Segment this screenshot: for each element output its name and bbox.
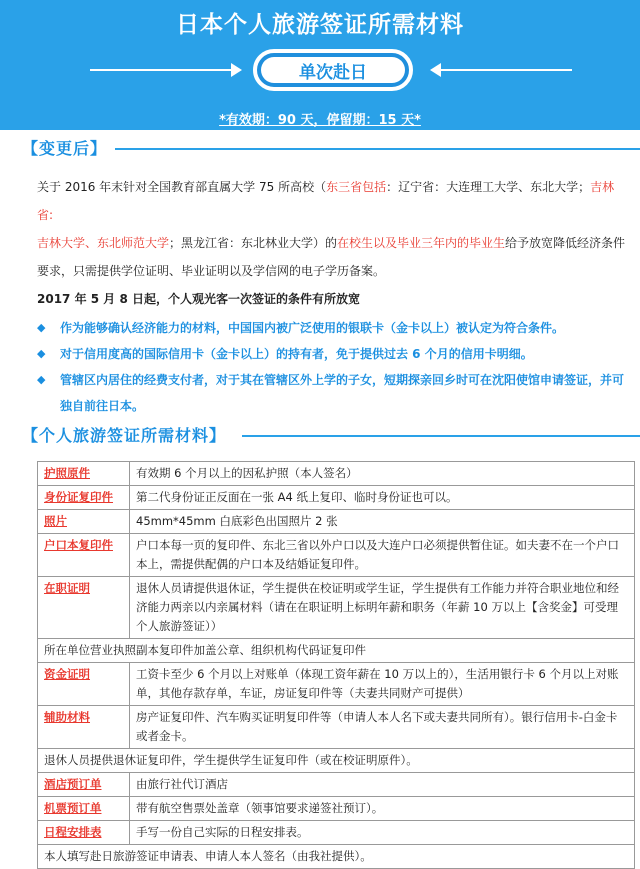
changes-section-header <box>0 136 640 162</box>
diamond-icon: ◆ <box>37 373 46 386</box>
page-title: 日本个人旅游签证所需材料 <box>176 12 464 38</box>
changes-heading: 【变更后】 <box>22 139 108 158</box>
table-row <box>38 706 635 749</box>
paragraph-line: 要求，只需提供学位证明、毕业证明以及学信网的电子学历备案。 <box>37 264 386 278</box>
table-cell-value: 由旅行社代订酒店 <box>130 773 635 797</box>
section-divider <box>115 148 640 150</box>
table-cell-key: 在职证明 <box>38 577 130 639</box>
diamond-icon: ◆ <box>37 321 46 334</box>
section-divider <box>242 435 640 437</box>
list-item: ◆ 对于信用度高的国际信用卡（金卡以上）的持有者，免于提供过去 6 个月的信用卡明细。 <box>37 341 632 367</box>
validity-text: *有效期：90 天，停留期：15 天* <box>219 113 421 128</box>
table-row <box>38 462 635 486</box>
table-row <box>38 577 635 639</box>
table-cell-key: 日程安排表 <box>38 821 130 845</box>
table-cell-key: 机票预订单 <box>38 797 130 821</box>
table-row <box>38 510 635 534</box>
table-row <box>38 486 635 510</box>
arrow-right-icon <box>90 69 240 71</box>
requirements-table <box>37 461 635 869</box>
requirements-section-header <box>0 423 640 449</box>
trip-type-badge <box>253 49 413 91</box>
changes-paragraph <box>37 173 627 285</box>
list-item: ◆ 作为能够确认经济能力的材料，中国国内被广泛使用的银联卡（金卡以上）被认定为符合条件。 <box>37 315 632 341</box>
paragraph-line: 关于 2016 年末针对全国教育部直属大学 75 所高校（东三省包括：辽宁省：大连理工大学、东北大学；吉林省: <box>37 180 615 222</box>
table-row <box>38 749 635 773</box>
table-cell-value: 房产证复印件、汽车购买证明复印件等（申请人本人名下或夫妻共同所有）。银行信用卡-白金卡或者金卡。 <box>130 706 635 749</box>
table-cell-note: 本人填写赴日旅游签证申请表、申请人本人签名（由我社提供）。 <box>38 845 635 869</box>
table-row <box>38 845 635 869</box>
table-cell-key: 身份证复印件 <box>38 486 130 510</box>
arrow-left-icon <box>432 69 572 71</box>
requirements-heading: 【个人旅游签证所需材料】 <box>22 426 227 445</box>
table-cell-value: 手写一份自己实际的日程安排表。 <box>130 821 635 845</box>
table-cell-key: 户口本复印件 <box>38 534 130 577</box>
table-row <box>38 821 635 845</box>
table-row <box>38 534 635 577</box>
table-cell-key: 酒店预订单 <box>38 773 130 797</box>
table-cell-value: 45mm*45mm 白底彩色出国照片 2 张 <box>130 510 635 534</box>
table-cell-key: 辅助材料 <box>38 706 130 749</box>
table-row <box>38 663 635 706</box>
list-item: ◆ 管辖区内居住的经费支付者，对于其在管辖区外上学的子女，短期探亲回乡时可在沈阳使馆申请签证，并可独自前往日本。 <box>37 367 632 419</box>
table-row <box>38 797 635 821</box>
paragraph-line: 吉林大学、东北师范大学；黑龙江省：东北林业大学）的在校生以及毕业三年内的毕业生给予放宽降低经济条件 <box>37 236 626 250</box>
diamond-icon: ◆ <box>37 347 46 360</box>
table-cell-key: 照片 <box>38 510 130 534</box>
trip-type-label: 单次赴日 <box>261 57 405 83</box>
table-row <box>38 639 635 663</box>
table-cell-key: 护照原件 <box>38 462 130 486</box>
table-cell-value: 退休人员请提供退休证，学生提供在校证明或学生证，学生提供有工作能力并符合职业地位和经济能力两亲以内亲属材料（请在在职证明上标明年薪和职务（年薪 10 万以上【含奖金】可受理个人旅游签证）） <box>130 577 635 639</box>
policy-date-heading: 2017 年 5 月 8 日起，个人观光客一次签证的条件有所放宽 <box>37 292 360 306</box>
table-cell-note: 所在单位营业执照副本复印件加盖公章、组织机构代码证复印件 <box>38 639 635 663</box>
table-cell-value: 工资卡至少 6 个月以上对账单（体现工资年薪在 10 万以上的），生活用银行卡 6 个月以上对账单，其他存款存单，车证，房证复印件等（夫妻共同财产可提供） <box>130 663 635 706</box>
table-cell-key: 资金证明 <box>38 663 130 706</box>
table-cell-value: 第二代身份证正反面在一张 A4 纸上复印、临时身份证也可以。 <box>130 486 635 510</box>
table-cell-note: 退休人员提供退休证复印件，学生提供学生证复印件（或在校证明原件）。 <box>38 749 635 773</box>
header-banner <box>0 0 640 130</box>
table-cell-value: 有效期 6 个月以上的因私护照（本人签名） <box>130 462 635 486</box>
table-cell-value: 带有航空售票处盖章（领事馆要求递签社预订）。 <box>130 797 635 821</box>
table-cell-value: 户口本每一页的复印件、东北三省以外户口以及大连户口必须提供暂住证。如夫妻不在一个户口本上，需提供配偶的户口本及结婚证复印件。 <box>130 534 635 577</box>
table-row <box>38 773 635 797</box>
